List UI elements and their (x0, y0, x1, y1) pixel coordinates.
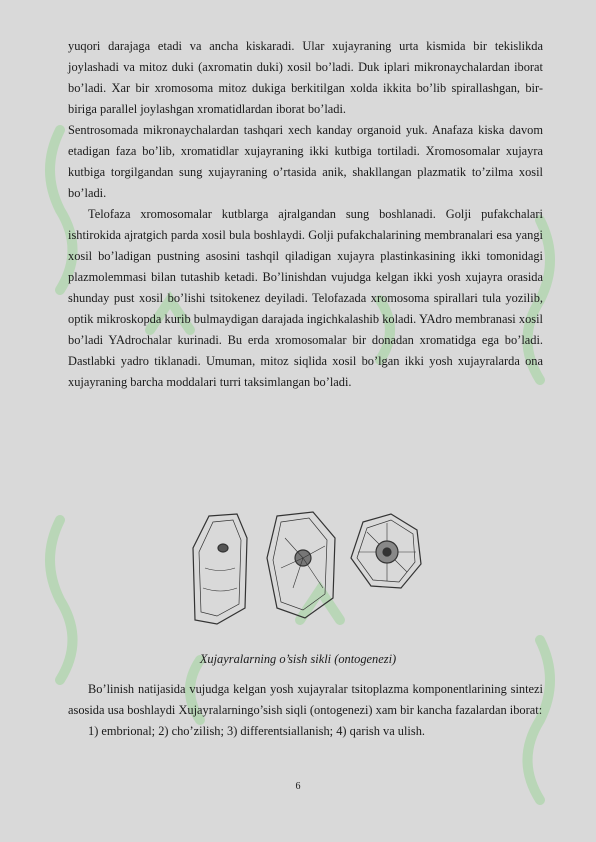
paragraph-2: Sentrosomada mikronaychalardan tashqari xech kanday organoid yuk. Anafaza kiska davom etadigan faza bo’lib, xromatidlar xujayraning ikki kutbiga tortiladi. Xromosomalar xujayra kutbiga torgilgandan sung xujayraning o’rtasida anik, shakllangan plazmatik to’zilma xosil bo’ladi. (68, 123, 543, 200)
mature-cell (351, 514, 421, 588)
figure-caption: Xujayralarning o’sish sikli (ontogenezi) (199, 652, 397, 666)
cell-growth-illustration (185, 508, 445, 630)
paragraph-1: yuqori darajaga etadi va ancha kiskaradi. Ular xujayraning urta kismida bir tekislikda joylashadi va mitoz duki (axromatin duki) xosil bo’ladi. Duk iplari mikronaychalardan iborat bo’ladi. Xar bir xromosoma mitoz dukiga berkitilgan xolda ikkita bo’lib spirallashgan, bir-biriga parallel joylashgan xromatidlardan iborat bo’ladi. (68, 39, 543, 116)
page-number: 6 (295, 781, 301, 792)
paragraph-3: Telofaza xromosomalar kutblarga ajralgandan sung boshlanadi. Golji pufakchalari ishtirokida ajratgich parda xosil bula boshlaydi. Golji pufakchalarining membranalari esa yangi xosil bo’ladigan pustning asosini tashqil qiladigan xujayra plastinkasining ikki tomonidagi plazmolemmasi bilan tutashib ketadi. Bo’linishdan vujudga kelgan ikki yosh xujayra orasida shunday pust xosil bo’lishi tsitokenez deyiladi. Telofazada xromosoma spirallari tula yozilib, optik mikroskopda kurib bulmaydigan darajada ingichkalashib koladi. YAdro membranasi xosil bo’ladi YAdrochalar kurinadi. Bu erda xromosomalar bir donadan xromatidga ega bo’ladi. Dastlabki yadro tiklanadi. Umuman, mitoz siqlida xosil bo’lgan ikki yosh xujayralarda ona xujayraning barcha moddalari turri taksimlangan bo’ladi. (68, 207, 543, 389)
main-text (68, 36, 543, 393)
paragraph-5: 1) embrional; 2) cho’zilish; 3) differentsiallanish; 4) qarish va ulish. (88, 724, 425, 738)
elongated-cell (193, 514, 247, 624)
bottom-text (68, 679, 543, 742)
paragraph-4: Bo’linish natijasida vujudga kelgan yosh xujayralar tsitoplazma komponentlarining sintezi asosida usa boshlaydi Xujayralarningo’sish siqli (ontogenezi) xam bir kancha fazalardan iborat: (68, 682, 543, 717)
developing-cell (267, 512, 335, 618)
